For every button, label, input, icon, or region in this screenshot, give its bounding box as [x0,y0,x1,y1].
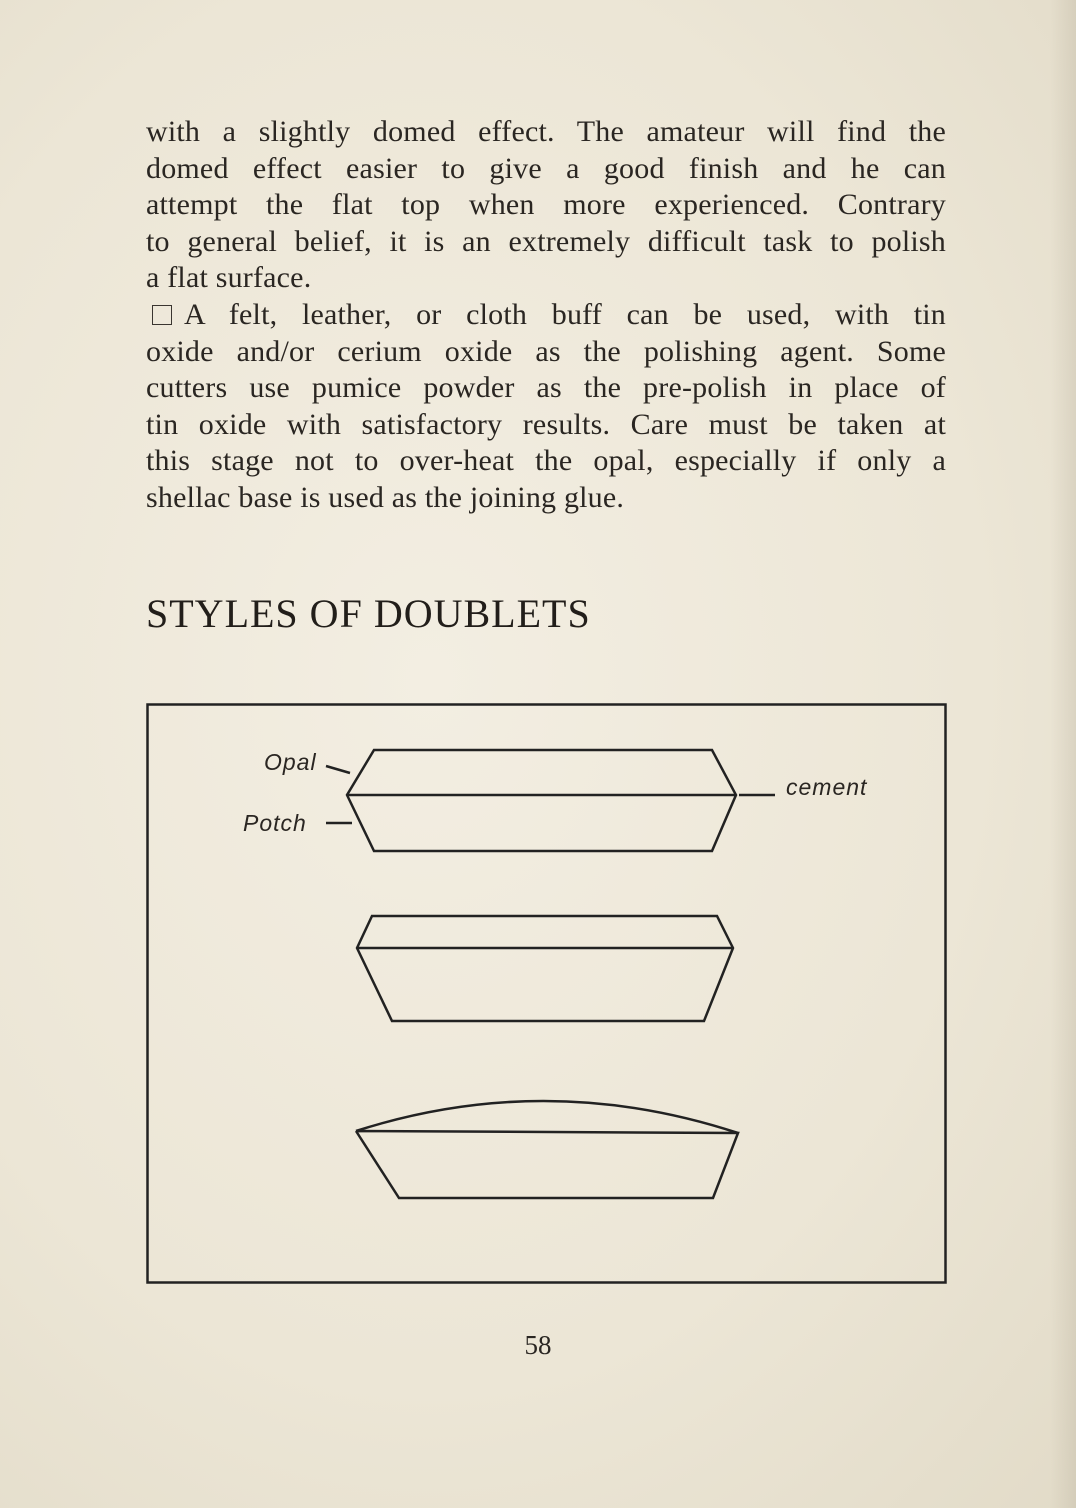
doublet-outline [357,916,733,1021]
doublet-styles-figure [146,703,947,1284]
doublet-flat-top [326,750,775,851]
opal-leader-line [326,766,350,773]
text-line: a flat surface. [146,261,312,295]
bullet-line [146,297,946,334]
text-line: oxide and/or cerium oxide as the polishing agent. Some [146,334,946,368]
doublet-outline [347,750,736,851]
cement-label: cement [786,774,868,800]
text-line: with a slightly domed effect. The amateur will find the [146,115,946,148]
text-line: to general belief, it is an extremely difficult task to polish [146,224,946,258]
text-line: cutters use pumice powder as the pre-polish in place of [146,371,946,405]
page-number: 58 [524,1330,552,1360]
page-edge-shadow [1050,0,1076,1508]
text-line: shellac base is used as the joining glue. [146,480,625,514]
checkbox-bullet-icon [152,305,172,325]
text-line: domed effect easier to give a good finish and he can [146,151,946,185]
dome-curve [356,1101,738,1133]
body-text [146,114,946,517]
text-line: tin oxide with satisfactory results. Care must be taken at [146,407,946,441]
text-line: attempt the flat top when more experienced. Contrary [146,188,946,222]
potch-label: Potch [243,810,307,836]
doublet-outline [356,1131,738,1198]
section-heading: STYLES OF DOUBLETS [146,591,591,636]
text-line: A felt, leather, or cloth buff can be used, with tin [184,297,946,331]
doublet-thin-top [357,916,733,1021]
opal-label: Opal [264,749,317,775]
text-line: this stage not to over-heat the opal, especially if only a [146,444,946,478]
doublet-domed-top [356,1101,738,1198]
